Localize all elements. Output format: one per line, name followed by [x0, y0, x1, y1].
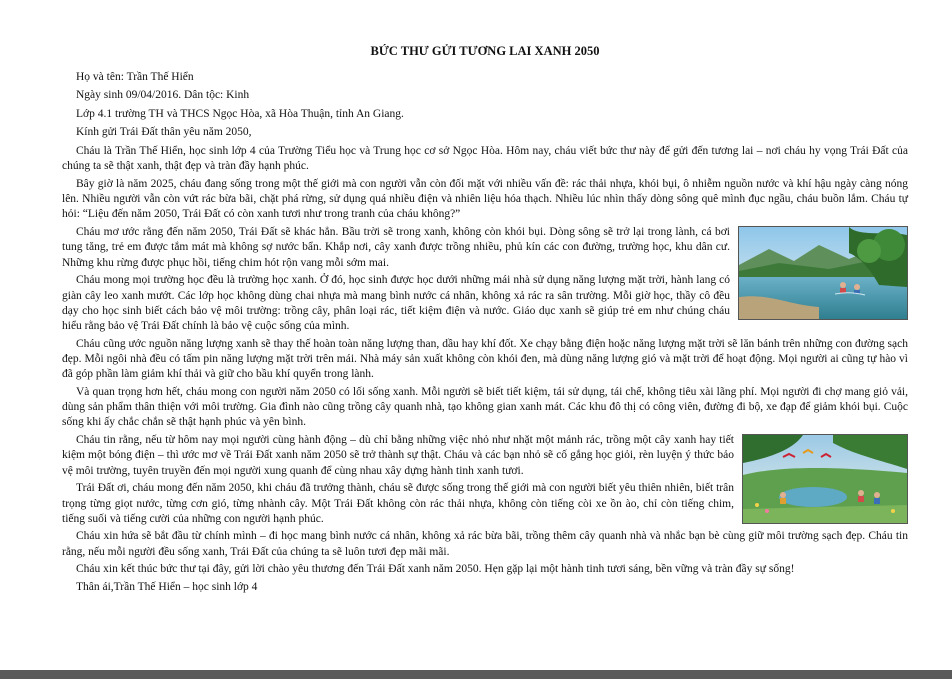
paragraph-closing: Cháu xin kết thúc bức thư tại đây, gửi lời chào yêu thương đến Trái Đất xanh năm 2050. Hẹn gặp lại một hành tinh tươi sáng, bền vững và tràn đầy sự sống! — [76, 563, 795, 576]
letter-document — [62, 36, 908, 598]
river-children-illustration — [738, 226, 908, 320]
dob-line: Ngày sinh 09/04/2016. Dân tộc: Kinh — [76, 89, 250, 102]
paragraph-belief: Cháu tin rằng, nếu từ hôm nay mọi người cùng hành động – dù chỉ bằng những việc nhỏ như nhặt một mảnh rác, trồng một cây xanh hay tiết kiệm một bóng điện – thì ước mơ về Trái Đất xanh năm 2050 sẽ trở thành sự thật. Cháu và các bạn nhỏ sẽ cố gắng học giỏi, rèn luyện ý thức bảo vệ môi trường, tuyên truyền đến mọi người xung quanh để cùng nhau xây dựng hành tinh xanh tươi. — [62, 434, 734, 477]
school-line: Lớp 4.1 trường TH và THCS Ngọc Hòa, xã Hòa Thuận, tỉnh An Giang. — [76, 107, 404, 120]
name-line: Họ và tên: Trần Thế Hiển — [76, 71, 194, 83]
paragraph-green-lifestyle: Và quan trọng hơn hết, cháu mong con người năm 2050 có lối sống xanh. Mỗi người sẽ biết tiết kiệm, tái sử dụng, tái chế, không tiêu xài lãng phí. Mọi người đi chợ mang giỏ vải, dùng sản phẩm thân thiện với môi trường. Gia đình nào cũng trồng cây quanh nhà, tạo không gian xanh mát. Các khu đô thị có công viên, đường đi bộ, xe đạp để giảm khói bụi. Cuộc sống khi ấy chắc chắn sẽ thật hạnh phúc và yên bình. — [62, 385, 908, 429]
paragraph-dream: Cháu mơ ước rằng đến năm 2050, Trái Đất sẽ khác hẳn. Bầu trời sẽ trong xanh, không còn khói bụi. Dòng sông sẽ trở lại trong lành, cá bơi tung tăng, trẻ em được tắm mát mà không sợ nước bẩn. Khắp nơi, cây xanh được trồng nhiều, phủ kín các con đường, trường học, khu dân cư. Những khu rừng được phục hồi, tiếng chim hót rộn vang mỗi sớm mai. — [62, 226, 730, 269]
paragraph-present: Bây giờ là năm 2025, cháu đang sống trong một thế giới mà con người vẫn còn đối mặt với nhiều vấn đề: rác thải nhựa, khói bụi, ô nhiễm nguồn nước và khí hậu ngày càng nóng lên. Nhiều người vẫn còn vứt rác bừa bãi, chặt phá rừng, sử dụng quá nhiều điện và nhiên liệu hóa thạch. Nhiều lúc nhìn thấy dòng sông quê mình đục ngầu, cháu buồn lắm. Cháu tự hỏi: “Liệu đến năm 2050, Trái Đất có còn xanh tươi như trong tranh của cháu không?” — [62, 177, 908, 221]
greeting-line: Kính gửi Trái Đất thân yêu năm 2050, — [76, 126, 252, 139]
bottom-scrollbar[interactable] — [0, 670, 952, 679]
signature-line: Thân ái,Trần Thế Hiển – học sinh lớp 4 — [76, 580, 258, 593]
paragraph-promise: Cháu xin hứa sẽ bắt đầu từ chính mình – đi học mang bình nước cá nhân, không xả rác bừa bãi, trồng thêm cây quanh nhà và nhắc bạn bè cùng giữ môi trường sạch đẹp. Cháu tin rằng, nếu mỗi người đều sống xanh, Trái Đất của chúng ta sẽ luôn tươi đẹp mãi mãi. — [62, 530, 908, 558]
paragraph-green-energy: Cháu cũng ước nguồn năng lượng xanh sẽ thay thế hoàn toàn năng lượng than, dầu hay khí đốt. Xe chạy bằng điện hoặc năng lượng mặt trời sẽ lăn bánh trên những con đường sạch đẹp. Mỗi ngôi nhà đều có tấm pin năng lượng mặt trời trên mái. Nhà máy sản xuất không còn khói đen, mà dùng năng lượng gió và mặt trời để hoạt động. Mọi người ai cũng tự hào vì đã góp phần làm giảm khí thải và giữ cho bầu khí quyển trong lành. — [62, 337, 908, 381]
document-title: BỨC THƯ GỬI TƯƠNG LAI XANH 2050 — [370, 44, 600, 58]
paragraph-intro: Cháu là Trần Thế Hiển, học sinh lớp 4 của Trường Tiểu học và Trung học cơ sở Ngọc Hòa. Hôm nay, cháu viết bức thư này để gửi đến tương lai – nơi cháu hy vọng Trái Đất của chúng ta sẽ thật xanh, thật đẹp và tràn đầy hạnh phúc. — [62, 144, 908, 173]
paragraph-green-school: Cháu mong mọi trường học đều là trường học xanh. Ở đó, học sinh được học dưới những mái nhà sử dụng năng lượng mặt trời, hành lang có giàn cây leo xanh mướt. Các lớp học không dùng chai nhựa mà mang bình nước cá nhân, không xả rác ra sân trường. Mỗi giờ học, thầy cô đều dạy cho học sinh biết cách bảo vệ môi trường: trồng cây, phân loại rác, tiết kiệm điện và nước. Giáo dục xanh sẽ giúp trẻ em như chúng cháu hiểu rằng bảo vệ Trái Đất chính là bảo vệ cuộc sống của mình. — [62, 274, 730, 333]
park-children-illustration — [742, 434, 908, 524]
paragraph-hope: Trái Đất ơi, cháu mong đến năm 2050, khi cháu đã trưởng thành, cháu sẽ được sống trong thế giới mà con người biết yêu thiên nhiên, biết trân trọng từng giọt nước, từng cơn gió, từng nhành cây. Một Trái Đất không còn rác thải nhựa, không còn tiếng còi xe ồn ào, chỉ còn tiếng chim, tiếng suối và tiếng cười của những con người hạnh phúc. — [62, 482, 734, 525]
